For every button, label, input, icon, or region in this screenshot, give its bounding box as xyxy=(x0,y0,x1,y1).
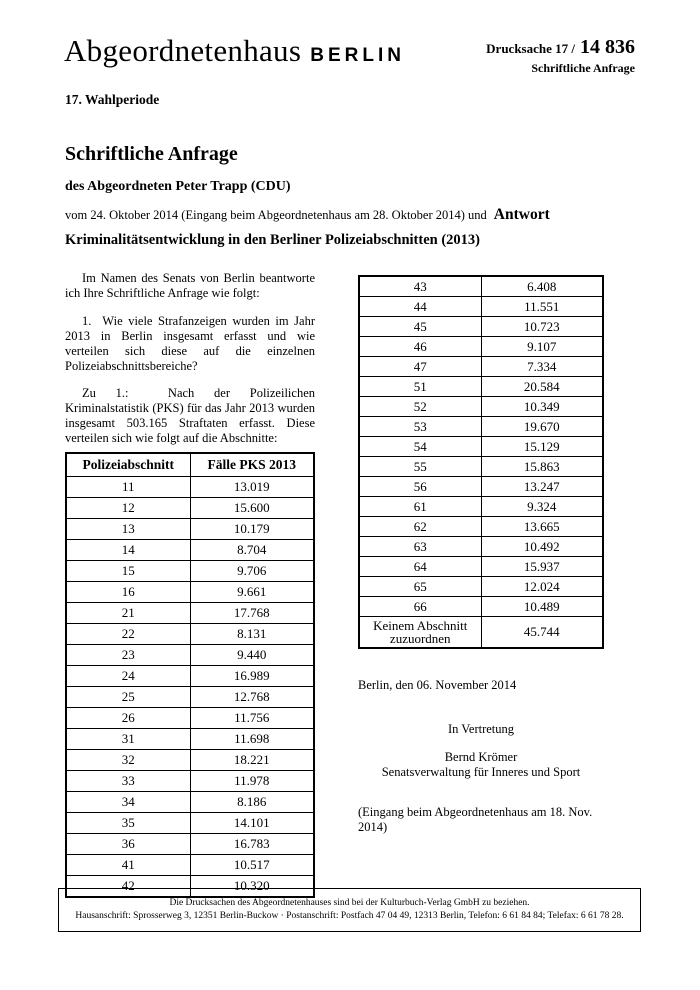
table-cell: Keinem Abschnitt zuzuordnen xyxy=(359,617,481,649)
closing-in-vertretung: In Vertretung xyxy=(447,722,515,736)
table-cell: 22 xyxy=(66,624,190,645)
document-reference xyxy=(486,36,635,76)
answer-label: Antwort xyxy=(493,206,550,223)
pks-table-header xyxy=(66,453,314,477)
drucksache-label: Drucksache 17 / xyxy=(486,41,575,56)
table-header-row xyxy=(66,453,314,477)
table-cell: 41 xyxy=(66,855,190,876)
table-row xyxy=(359,497,603,517)
table-cell: 12.024 xyxy=(481,577,603,597)
table-row xyxy=(66,750,314,771)
table-cell: 18.221 xyxy=(190,750,314,771)
pks-table-left xyxy=(65,452,315,898)
table-cell: 11 xyxy=(66,477,190,498)
table-row xyxy=(359,377,603,397)
table-row xyxy=(66,708,314,729)
table-row xyxy=(359,477,603,497)
table-cell: 10.517 xyxy=(190,855,314,876)
author-line: des Abgeordneten Peter Trapp (CDU) xyxy=(65,179,291,194)
table-cell: 32 xyxy=(66,750,190,771)
logo-berlin: BERLIN xyxy=(310,45,405,66)
table-cell: 45.744 xyxy=(481,617,603,649)
table-cell: 61 xyxy=(359,497,481,517)
table-row xyxy=(359,337,603,357)
table-cell: 10.489 xyxy=(481,597,603,617)
table-row xyxy=(66,519,314,540)
table-cell: 15.863 xyxy=(481,457,603,477)
table-row xyxy=(66,792,314,813)
drucksache-number: 14 836 xyxy=(580,36,635,58)
table-cell: 53 xyxy=(359,417,481,437)
table-cell: 15.129 xyxy=(481,437,603,457)
table-cell: 11.978 xyxy=(190,771,314,792)
table-cell: 8.704 xyxy=(190,540,314,561)
table-row xyxy=(359,517,603,537)
table-cell: 45 xyxy=(359,317,481,337)
pks-table-right xyxy=(358,275,604,649)
table-cell: 9.661 xyxy=(190,582,314,603)
logo-abgeordnetenhaus: Abgeordnetenhaus xyxy=(64,33,302,68)
table-cell: 43 xyxy=(359,276,481,297)
table-cell: 36 xyxy=(66,834,190,855)
table-cell: 17.768 xyxy=(190,603,314,624)
drucksache-line xyxy=(486,36,635,59)
table-cell: 14 xyxy=(66,540,190,561)
table-cell: 10.179 xyxy=(190,519,314,540)
right-column xyxy=(358,275,604,835)
table-row xyxy=(359,297,603,317)
table-cell: 13.665 xyxy=(481,517,603,537)
table-row xyxy=(359,417,603,437)
table-cell: 31 xyxy=(66,729,190,750)
table-cell: 9.440 xyxy=(190,645,314,666)
table-row xyxy=(66,582,314,603)
table-cell: 34 xyxy=(66,792,190,813)
wahlperiode-label: 17. Wahlperiode xyxy=(65,92,160,107)
table-cell: 13.247 xyxy=(481,477,603,497)
table-cell: 26 xyxy=(66,708,190,729)
table-cell: 15.600 xyxy=(190,498,314,519)
table-cell: 14.101 xyxy=(190,813,314,834)
table-cell: 6.408 xyxy=(481,276,603,297)
table-row xyxy=(66,666,314,687)
table-row xyxy=(66,540,314,561)
table-row xyxy=(359,317,603,337)
table-row xyxy=(359,397,603,417)
table-row xyxy=(66,687,314,708)
table-cell: 15.937 xyxy=(481,557,603,577)
table-row xyxy=(66,603,314,624)
table-cell: 10.492 xyxy=(481,537,603,557)
table-cell: 16 xyxy=(66,582,190,603)
table-cell: 65 xyxy=(359,577,481,597)
table-cell: 16.989 xyxy=(190,666,314,687)
date-line xyxy=(65,206,550,224)
table-cell: 23 xyxy=(66,645,190,666)
closing-receipt-note: (Eingang beim Abgeordnetenhaus am 18. Nov. 2014) xyxy=(358,805,593,834)
pks-table-right-body xyxy=(359,276,603,648)
table-cell: 47 xyxy=(359,357,481,377)
table-row xyxy=(66,498,314,519)
doc-type-label: Schriftliche Anfrage xyxy=(531,61,635,75)
table-cell: 8.131 xyxy=(190,624,314,645)
table-row xyxy=(66,477,314,498)
table-cell: 42 xyxy=(66,876,190,898)
table-cell: 11.551 xyxy=(481,297,603,317)
intro-paragraph: Im Namen des Senats von Berlin beantworte ich Ihre Schriftliche Anfrage wie folgt: xyxy=(65,271,315,300)
table-row xyxy=(359,557,603,577)
table-row xyxy=(359,276,603,297)
table-cell: 56 xyxy=(359,477,481,497)
table-cell: 13 xyxy=(66,519,190,540)
column-header-abschnitt: Polizeiabschnitt xyxy=(66,453,190,477)
table-cell: 7.334 xyxy=(481,357,603,377)
table-cell: 54 xyxy=(359,437,481,457)
table-row xyxy=(66,813,314,834)
table-cell: 55 xyxy=(359,457,481,477)
table-row xyxy=(66,624,314,645)
table-cell: 33 xyxy=(66,771,190,792)
subject-title: Kriminalitätsentwicklung in den Berliner Polizeiabschnitten (2013) xyxy=(65,232,480,248)
table-cell: 46 xyxy=(359,337,481,357)
table-cell: 15 xyxy=(66,561,190,582)
table-cell: 16.783 xyxy=(190,834,314,855)
table-cell: 62 xyxy=(359,517,481,537)
table-row xyxy=(359,537,603,557)
table-row xyxy=(359,437,603,457)
imprint-footer xyxy=(58,888,641,932)
table-cell: 24 xyxy=(66,666,190,687)
pks-table-left-body xyxy=(66,477,314,898)
table-row xyxy=(66,729,314,750)
table-cell: 13.019 xyxy=(190,477,314,498)
table-row xyxy=(359,597,603,617)
answer-paragraph: Zu 1.: Nach der Polizeilichen Kriminalstatistik (PKS) für das Jahr 2013 wurden insgesamt 503.165 Straftaten erfasst. Diese verteilen sich wie folgt auf die Abschnitte: xyxy=(65,386,315,446)
table-cell: 66 xyxy=(359,597,481,617)
table-cell: 63 xyxy=(359,537,481,557)
table-row xyxy=(359,617,603,649)
imprint-line1: Die Drucksachen des Abgeordnetenhauses sind bei der Kulturbuch-Verlag GmbH zu beziehen. xyxy=(169,898,530,908)
parliament-logo xyxy=(64,33,405,69)
table-cell: 35 xyxy=(66,813,190,834)
table-cell: 19.670 xyxy=(481,417,603,437)
table-cell: 25 xyxy=(66,687,190,708)
table-cell: 20.584 xyxy=(481,377,603,397)
table-row xyxy=(66,771,314,792)
table-row xyxy=(66,645,314,666)
table-cell: 10.320 xyxy=(190,876,314,898)
imprint-line2: Hausanschrift: Sprosserweg 3, 12351 Berlin-Buckow · Postanschrift: Postfach 47 04 49, 12313 Berlin, Telefon: 6 61 84 84; Telefax: 6 61 78 28. xyxy=(75,910,624,921)
table-cell: 11.756 xyxy=(190,708,314,729)
table-cell: 51 xyxy=(359,377,481,397)
table-row xyxy=(66,561,314,582)
table-cell: 9.107 xyxy=(481,337,603,357)
table-cell: 12 xyxy=(66,498,190,519)
table-cell: 9.706 xyxy=(190,561,314,582)
left-column xyxy=(65,271,315,898)
table-cell: 9.324 xyxy=(481,497,603,517)
table-row xyxy=(359,577,603,597)
question-paragraph: 1. Wie viele Strafanzeigen wurden im Jahr 2013 in Berlin insgesamt erfasst und wie verteilen sich diese auf die einzelnen Polizeiabschnittsbereiche? xyxy=(65,313,315,373)
closing-signer-name: Bernd Krömer xyxy=(444,750,518,764)
table-cell: 21 xyxy=(66,603,190,624)
table-row xyxy=(66,834,314,855)
table-cell: 52 xyxy=(359,397,481,417)
column-header-faelle: Fälle PKS 2013 xyxy=(190,453,314,477)
table-cell: 10.723 xyxy=(481,317,603,337)
closing-department: Senatsverwaltung für Inneres und Sport xyxy=(381,765,581,779)
table-cell: 8.186 xyxy=(190,792,314,813)
table-row xyxy=(66,855,314,876)
table-cell: 11.698 xyxy=(190,729,314,750)
table-cell: 12.768 xyxy=(190,687,314,708)
page-title: Schriftliche Anfrage xyxy=(65,143,238,165)
table-row xyxy=(359,457,603,477)
table-row xyxy=(359,357,603,377)
table-cell: 44 xyxy=(359,297,481,317)
closing-date-place: Berlin, den 06. November 2014 xyxy=(358,678,517,692)
table-cell: 64 xyxy=(359,557,481,577)
date-line-text: vom 24. Oktober 2014 (Eingang beim Abgeordnetenhaus am 28. Oktober 2014) und xyxy=(65,208,487,222)
table-cell: 10.349 xyxy=(481,397,603,417)
